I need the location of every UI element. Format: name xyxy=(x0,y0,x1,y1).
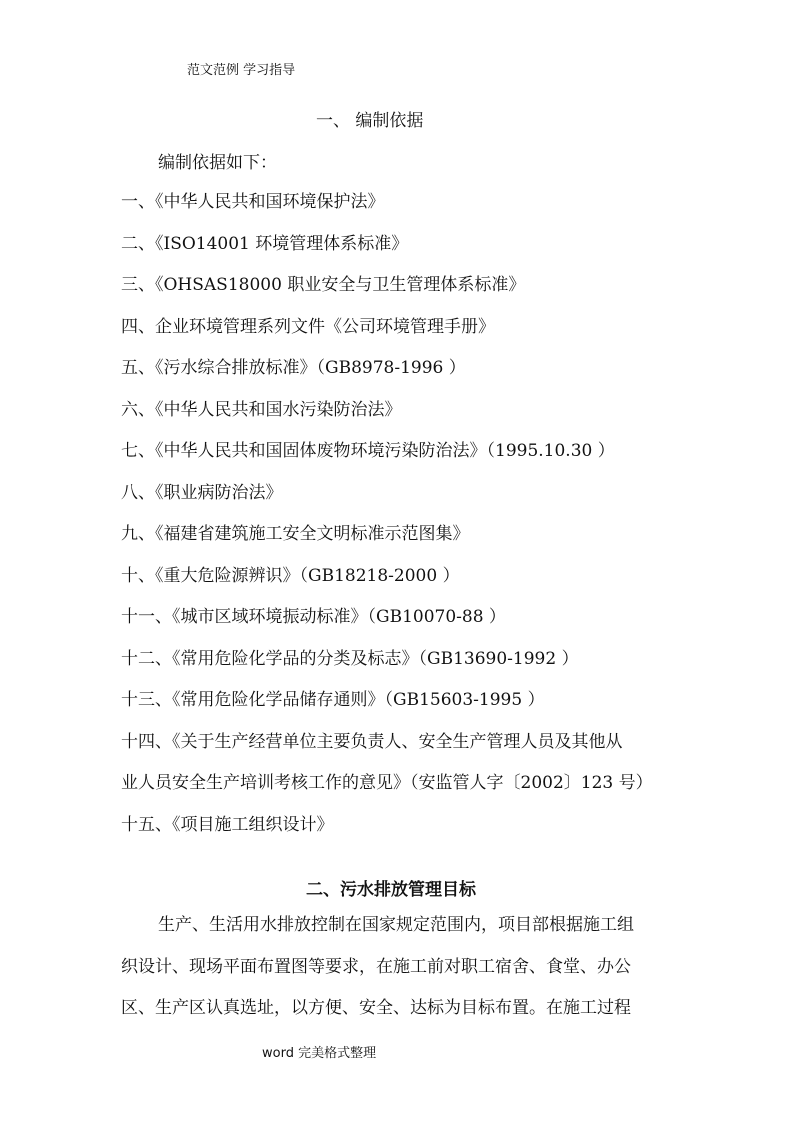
basis-list-item: 十二、《常用危险化学品的分类及标志》（GB13690-1992 ） xyxy=(121,648,579,669)
basis-list-item: 十五、《项目施工组织设计》 xyxy=(121,814,334,835)
page-header: 范文范例 学习指导 xyxy=(187,63,296,78)
basis-list-item: 七、《中华人民共和国固体废物环境污染防治法》（1995.10.30 ） xyxy=(121,441,615,461)
section-2-title: 二、污水排放管理目标 xyxy=(306,880,476,900)
basis-list-item: 九、《福建省建筑施工安全文明标准示范图集》 xyxy=(121,524,470,544)
page-footer: word 完美格式整理 xyxy=(262,1046,377,1061)
paragraph-line: 生产、生活用水排放控制在国家规定范围内，项目部根据施工组 xyxy=(158,915,634,935)
basis-list-item: 十四、《关于生产经营单位主要负责人、安全生产管理人员及其他从 xyxy=(121,731,623,752)
basis-list-item: 五、《污水综合排放标准》（GB8978-1996 ） xyxy=(121,358,466,378)
basis-list-item: 十、《重大危险源辨识》（GB18218-2000 ） xyxy=(121,565,460,586)
basis-list-item: 四、企业环境管理系列文件《公司环境管理手册》 xyxy=(121,316,495,337)
basis-list xyxy=(121,190,681,854)
basis-list-item: 六、《中华人民共和国水污染防治法》 xyxy=(121,399,402,420)
paragraph-line: 织设计、现场平面布置图等要求，在施工前对职工宿舍、食堂、办公 xyxy=(121,956,631,977)
basis-list-item: 十一、《城市区域环境振动标准》（GB10070-88 ） xyxy=(121,607,506,627)
section-1-intro: 编制依据如下： xyxy=(158,153,277,173)
section-1-title: 一、 编制依据 xyxy=(316,111,424,131)
basis-list-item: 三、《OHSAS18000 职业安全与卫生管理体系标准》 xyxy=(121,275,526,295)
basis-list-item: 十三、《常用危险化学品储存通则》（GB15603-1995 ） xyxy=(121,690,545,710)
basis-list-item: 一、《中华人民共和国环境保护法》 xyxy=(121,192,385,212)
section-2-paragraph xyxy=(121,913,681,1038)
basis-list-item: 八、《职业病防治法》 xyxy=(121,482,283,503)
basis-list-item: 二、《ISO14001 环境管理体系标准》 xyxy=(121,233,409,254)
paragraph-line: 区、生产区认真选址，以方便、安全、达标为目标布置。在施工过程 xyxy=(121,998,631,1018)
basis-list-item-continued: 业人员安全生产培训考核工作的意见》（安监管人字〔2002〕123 号） xyxy=(121,773,653,793)
